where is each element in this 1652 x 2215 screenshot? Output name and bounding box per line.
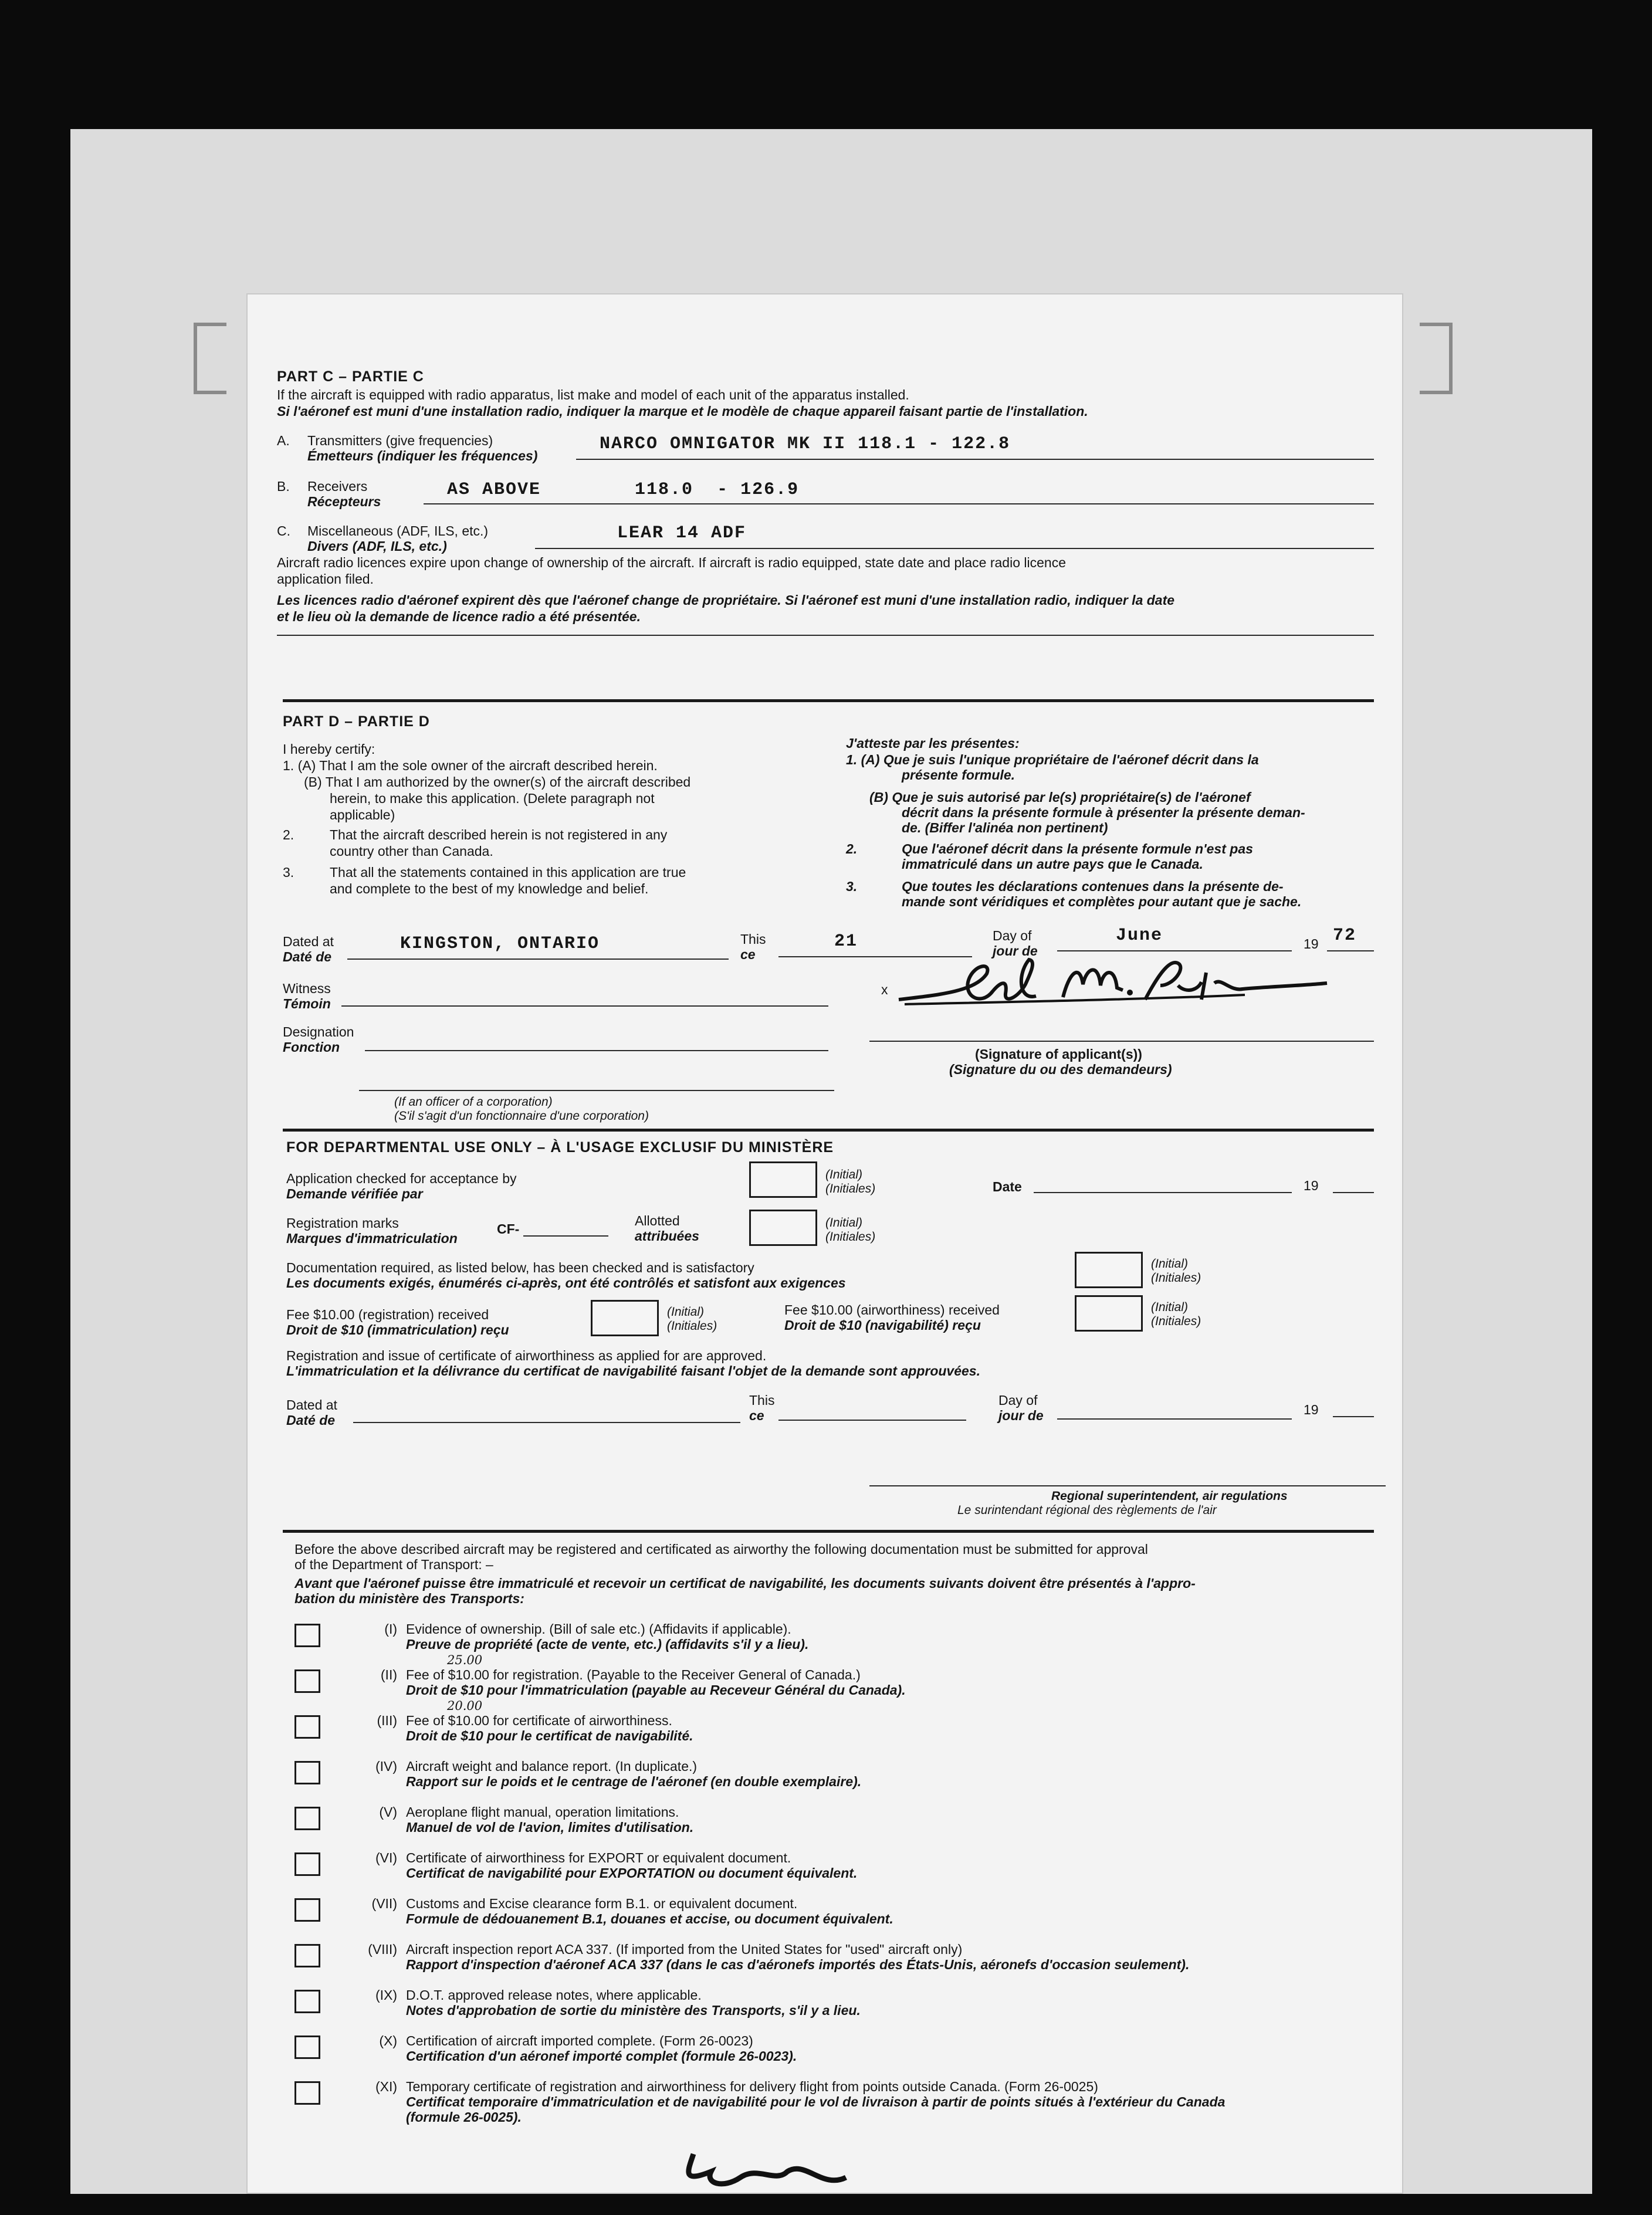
approval-statement-fr: L'immatriculation et la délivrance du certificat de navigabilité faisant l'objet de la demande sont approuvées. [286,1363,980,1379]
checked-label-fr: Demande vérifiée par [286,1186,423,1201]
this-label: This [740,932,766,947]
requirement-text: Aeroplane flight manual, operation limitations. [406,1804,679,1820]
day-of-label: Day of [993,928,1032,943]
initial-label: (Initial) [825,1168,863,1181]
date-line [1034,1192,1292,1193]
part-c-intro-en: If the aircraft is equipped with radio apparatus, list make and model of each unit of the apparatus installed. [277,387,909,402]
requirement-number: (V) [379,1804,397,1820]
designation-line [365,1050,828,1051]
this-value: 21 [834,932,858,951]
year-line [1333,1192,1374,1193]
witness-label: Witness [283,981,331,996]
requirement-text-fr: Certificat temporaire d'immatriculation et de navigabilité pour le vol de livraison à partir de points situés à l'extérieur du Canada [406,2094,1226,2109]
superintendent-label: Regional superintendent, air regulations [1051,1489,1288,1503]
initial-label-fr: (Initiales) [825,1230,876,1244]
day-of-label-fr: jour de [998,1408,1044,1423]
this-line [778,1420,966,1421]
requirement-text-fr: Notes d'approbation de sortie du ministère des Transports, s'il y a lieu. [406,2003,861,2018]
section-rule [283,1530,1374,1533]
requirements-intro-fr: bation du ministère des Transports: [294,1591,524,1606]
designation-label-fr: Fonction [283,1039,340,1055]
cert-1b-fr: de. (Biffer l'alinéa non pertinent) [902,820,1108,835]
reg-marks-label-fr: Marques d'immatriculation [286,1231,458,1246]
requirement-checkbox[interactable] [294,1761,320,1784]
year-prefix: 19 [1304,1178,1319,1193]
cert-3-fr: mande sont véridiques et complètes pour autant que je sache. [902,894,1302,909]
requirement-text: Aircraft weight and balance report. (In duplicate.) [406,1759,698,1774]
cert-3-en: That all the statements contained in this application are true [330,865,686,880]
initial-box[interactable] [749,1161,817,1198]
signature-label-fr: (Signature du ou des demandeurs) [949,1062,1172,1077]
cert-number: 2. [846,841,858,856]
signature-line [869,1041,1374,1042]
miscellaneous-label: Miscellaneous (ADF, ILS, etc.) [307,523,489,538]
form-sheet [246,293,1403,2194]
requirement-checkbox[interactable] [294,2081,320,2105]
initial-label: (Initial) [667,1305,705,1319]
x-mark: x [881,982,888,997]
requirement-number: (VIII) [368,1942,397,1957]
requirement-text: Customs and Excise clearance form B.1. or equivalent document. [406,1896,798,1911]
miscellaneous-label-fr: Divers (ADF, ILS, etc.) [307,538,447,554]
requirement-number: (II) [380,1667,397,1682]
transmitters-value: NARCO OMNIGATOR MK II 118.1 - 122.8 [600,434,1011,454]
date-label: Date [993,1179,1022,1194]
this-label-fr: ce [749,1408,764,1423]
cert-number: 3. [283,865,294,880]
receivers-label-fr: Récepteurs [307,494,381,509]
initial-box[interactable] [1075,1295,1143,1332]
dated-at-value: KINGSTON, ONTARIO [400,934,600,954]
reg-marks-line [523,1235,608,1237]
requirement-text-fr: (formule 26-0025). [406,2109,522,2125]
cf-prefix: CF- [497,1221,520,1237]
fee-registration-label-fr: Droit de $10 (immatriculation) reçu [286,1322,509,1337]
cert-3-en: and complete to the best of my knowledge and belief. [330,881,649,896]
requirement-text-fr: Preuve de propriété (acte de vente, etc.) (affidavits s'il y a lieu). [406,1637,809,1652]
cert-2-en: That the aircraft described herein is not registered in any [330,827,668,842]
certify-en: I hereby certify: [283,741,375,757]
cert-2-fr: Que l'aéronef décrit dans la présente formule n'est pas [902,841,1253,856]
cert-1b-en: applicable) [330,807,395,822]
requirement-text-fr: Certification d'un aéronef importé complet (formule 26-0023). [406,2048,797,2064]
initial-label-fr: (Initiales) [1151,1271,1201,1285]
requirement-text-fr: Manuel de vol de l'avion, limites d'utilisation. [406,1820,694,1835]
section-rule [283,699,1374,702]
docs-checked-label: Documentation required, as listed below, has been checked and is satisfactory [286,1260,754,1275]
requirement-checkbox[interactable] [294,1944,320,1967]
corner-bracket [194,323,226,394]
requirement-text: Temporary certificate of registration and airworthiness for delivery flight from points outside Canada. (Form 26-0025) [406,2079,1098,2094]
dated-at-label-fr: Daté de [286,1413,336,1428]
departmental-heading: FOR DEPARTMENTAL USE ONLY – À L'USAGE EXCLUSIF DU MINISTÈRE [286,1139,834,1156]
cert-1b-en: (B) That I am authorized by the owner(s) of the aircraft described [304,774,691,790]
corner-bracket [1420,323,1453,394]
requirement-number: (VII) [371,1896,397,1911]
item-letter: C. [277,523,290,538]
radio-note-line [277,635,1374,636]
fee-airworthiness-label-fr: Droit de $10 (navigabilité) reçu [784,1318,981,1333]
requirement-text-fr: Formule de dédouanement B.1, douanes et accise, ou document équivalent. [406,1911,893,1926]
requirement-number: (I) [384,1621,397,1637]
officer-note-fr: (S'il s'agit d'un fonctionnaire d'une corporation) [394,1109,649,1123]
cert-2-en: country other than Canada. [330,844,493,859]
applicant-signature [893,950,1339,1015]
day-of-line [1057,1418,1292,1420]
initial-label: (Initial) [1151,1257,1189,1271]
dated-at-label: Dated at [286,1397,337,1413]
initial-label: (Initial) [1151,1300,1189,1314]
witness-label-fr: Témoin [283,996,331,1011]
cert-1b-fr: (B) Que je suis autorisé par le(s) propriétaire(s) de l'aéronef [869,790,1251,805]
year-prefix: 19 [1304,1402,1319,1417]
cert-1a-fr: 1. (A) Que je suis l'unique propriétaire de l'aéronef décrit dans la [846,752,1259,767]
witness-line [341,1005,828,1007]
approval-statement: Registration and issue of certificate of airworthiness as applied for are approved. [286,1348,767,1363]
requirement-text: Certification of aircraft imported complete. (Form 26-0023) [406,2033,753,2048]
fee-registration-label: Fee $10.00 (registration) received [286,1307,489,1322]
requirement-number: (IV) [375,1759,397,1774]
signature-label: (Signature of applicant(s)) [975,1046,1142,1062]
requirement-text-fr: Droit de $10 pour l'immatriculation (payable au Receveur Général du Canada). [406,1682,906,1698]
dated-at-line [347,959,729,960]
radio-note-en: Aircraft radio licences expire upon change of ownership of the aircraft. If aircraft is radio equipped, state date and place radio licence [277,555,1066,570]
requirement-number: (XI) [375,2079,397,2094]
requirement-checkbox[interactable] [294,1990,320,2013]
year-value: 72 [1333,926,1357,946]
day-of-value: June [1116,926,1163,946]
initial-box[interactable] [749,1210,817,1246]
dated-at-line [353,1422,740,1423]
section-rule [283,1129,1374,1132]
requirement-text-fr: Droit de $10 pour le certificat de navigabilité. [406,1728,693,1743]
cert-1b-fr: décrit dans la présente formule à présenter la présente deman- [902,805,1305,820]
requirement-checkbox[interactable] [294,1852,320,1876]
item-letter: B. [277,479,290,494]
radio-note-fr: et le lieu où la demande de licence radio a été présentée. [277,609,641,624]
miscellaneous-value: LEAR 14 ADF [617,523,747,543]
initial-label-fr: (Initiales) [667,1319,717,1333]
requirement-number: (X) [379,2033,397,2048]
cert-number: 2. [283,827,294,842]
requirement-text: Evidence of ownership. (Bill of sale etc.) (Affidavits if applicable). [406,1621,791,1637]
initial-label-fr: (Initiales) [1151,1315,1201,1328]
day-of-label-fr: jour de [993,943,1038,959]
docs-checked-label-fr: Les documents exigés, énumérés ci-après, ont été contrôlés et satisfont aux exigences [286,1275,846,1291]
requirements-intro: Before the above described aircraft may be registered and certificated as airworthy the following documentation must be submitted for approval [294,1542,1148,1557]
cert-1b-en: herein, to make this application. (Delete paragraph not [330,791,655,806]
officer-note: (If an officer of a corporation) [394,1095,553,1109]
radio-note-fr: Les licences radio d'aéronef expirent dès que l'aéronef change de propriétaire. Si l'aéronef est muni d'une installation radio, indiquer la date [277,592,1175,608]
this-label: This [749,1393,775,1408]
requirement-text: Fee of $10.00 for registration. (Payable to the Receiver General of Canada.) [406,1667,861,1682]
cert-2-fr: immatriculé dans un autre pays que le Canada. [902,856,1203,872]
requirement-text: Fee of $10.00 for certificate of airworthiness. [406,1713,672,1728]
initial-box[interactable] [591,1300,659,1336]
initial-box[interactable] [1075,1252,1143,1288]
requirements-intro: of the Department of Transport: – [294,1557,493,1572]
requirement-number: (IX) [375,1987,397,2003]
requirement-checkbox[interactable] [294,1669,320,1693]
requirement-text: D.O.T. approved release notes, where applicable. [406,1987,702,2003]
requirement-checkbox[interactable] [294,2036,320,2059]
cert-3-fr: Que toutes les déclarations contenues dans la présente de- [902,879,1284,894]
allotted-label-fr: attribuées [635,1228,699,1244]
officer-line [359,1090,834,1091]
certify-fr: J'atteste par les présentes: [846,736,1020,751]
requirement-number: (VI) [375,1850,397,1865]
allotted-label: Allotted [635,1213,680,1228]
reg-marks-label: Registration marks [286,1215,399,1231]
superintendent-label-fr: Le surintendant régional des règlements de l'air [957,1503,1217,1517]
miscellaneous-line [535,548,1374,549]
requirement-text-fr: Rapport d'inspection d'aéronef ACA 337 (dans le cas d'aéronefs importés des États-Unis, aéronefs d'occasion seulement). [406,1957,1190,1972]
initial-label: (Initial) [825,1216,863,1230]
cert-1a-en: 1. (A) That I am the sole owner of the aircraft described herein. [283,758,658,773]
superintendent-line [869,1485,1386,1486]
requirement-checkbox[interactable] [294,1715,320,1739]
requirement-checkbox[interactable] [294,1898,320,1922]
handwritten-fee: 20.00 [447,1699,483,1713]
cert-1a-fr: présente formule. [902,767,1015,783]
receivers-label: Receivers [307,479,368,494]
requirement-checkbox[interactable] [294,1807,320,1830]
transmitters-label-fr: Émetteurs (indiquer les fréquences) [307,448,538,463]
designation-label: Designation [283,1024,354,1039]
year-prefix: 19 [1304,936,1319,951]
dated-at-label: Dated at [283,934,334,949]
part-c-intro-fr: Si l'aéronef est muni d'une installation radio, indiquer la marque et le modèle de chaque appareil faisant partie de l'installation. [277,404,1088,419]
initial-label-fr: (Initiales) [825,1182,876,1195]
requirement-checkbox[interactable] [294,1624,320,1647]
requirement-text-fr: Certificat de navigabilité pour EXPORTATION ou document équivalent. [406,1865,858,1881]
year-line [1333,1416,1374,1417]
requirements-intro-fr: Avant que l'aéronef puisse être immatriculé et recevoir un certificat de navigabilité, les documents suivants doivent être présentés à l'appro- [294,1576,1196,1591]
handwritten-fee: 25.00 [447,1653,483,1667]
item-letter: A. [277,433,290,448]
part-d-heading: PART D – PARTIE D [283,713,430,730]
radio-note-en: application filed. [277,571,374,587]
checked-label: Application checked for acceptance by [286,1171,517,1186]
transmitters-label: Transmitters (give frequencies) [307,433,493,448]
this-label-fr: ce [740,947,756,962]
fee-airworthiness-label: Fee $10.00 (airworthiness) received [784,1302,1000,1318]
receivers-line [424,503,1374,504]
cert-number: 3. [846,879,858,894]
day-of-label: Day of [998,1393,1038,1408]
receivers-value: AS ABOVE 118.0 - 126.9 [447,480,800,500]
pen-scribble [670,2148,881,2195]
dated-at-label-fr: Daté de [283,949,332,964]
transmitters-line [576,459,1374,460]
part-c-heading: PART C – PARTIE C [277,368,424,385]
requirement-text: Aircraft inspection report ACA 337. (If imported from the United States for "used" aircraft only) [406,1942,963,1957]
requirement-number: (III) [377,1713,397,1728]
requirement-text: Certificate of airworthiness for EXPORT or equivalent document. [406,1850,791,1865]
requirement-text-fr: Rapport sur le poids et le centrage de l'aéronef (en double exemplaire). [406,1774,862,1789]
